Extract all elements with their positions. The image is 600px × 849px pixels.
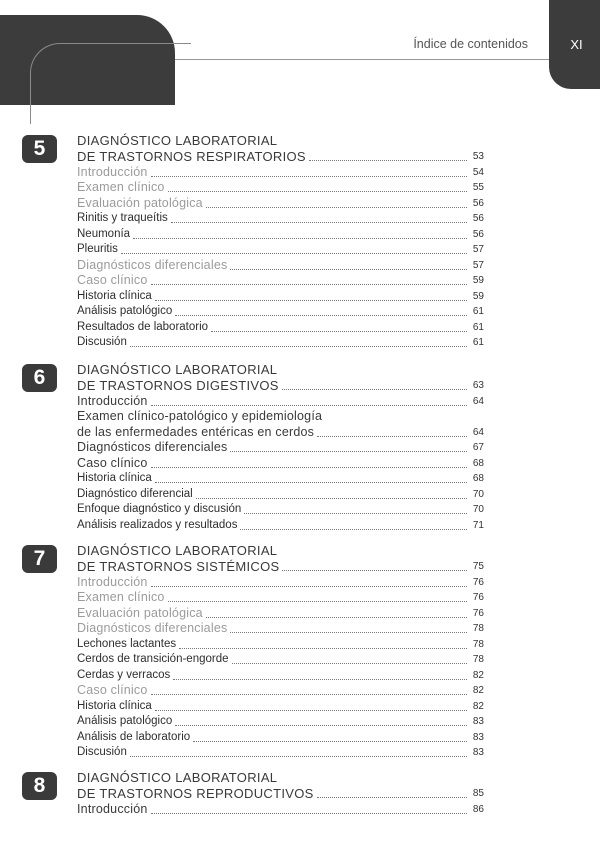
dot-leader [282, 570, 467, 571]
dot-leader [151, 586, 468, 587]
toc-entry[interactable] [77, 440, 484, 455]
entry-label: Introducción [77, 164, 148, 179]
dot-leader [240, 529, 467, 530]
entry-page-number: 54 [472, 166, 484, 178]
entry-label: Lechones lactantes [77, 637, 177, 650]
dot-leader [168, 191, 467, 192]
dot-leader [151, 284, 468, 285]
chapter-number-badge: 7 [22, 545, 57, 573]
toc-entry[interactable] [77, 289, 484, 304]
entry-page-number: 61 [472, 306, 484, 317]
toc-entry[interactable] [77, 304, 484, 319]
dot-leader [230, 269, 467, 270]
entry-page-number: 78 [472, 654, 484, 665]
dot-leader [211, 331, 467, 332]
entry-label: Diagnósticos diferenciales [77, 257, 228, 272]
entry-label: Caso clínico [77, 683, 148, 697]
entry-label: Discusión [77, 746, 127, 758]
dot-leader [151, 813, 468, 814]
chapter-title-entry[interactable] [77, 378, 484, 393]
entry-label: Análisis realizados y resultados [77, 518, 238, 531]
entry-page-number: 64 [472, 426, 484, 438]
entry-label: Evaluación patológica [77, 195, 203, 210]
dot-leader [282, 389, 467, 390]
dot-leader [230, 632, 467, 633]
chapter-title-line1: DIAGNÓSTICO LABORATORIAL [77, 770, 278, 785]
chapter-title-entry[interactable] [77, 149, 484, 164]
toc-entry[interactable] [77, 730, 484, 745]
entry-page-number: 78 [472, 638, 484, 650]
entry-page-number: 59 [472, 290, 484, 302]
entry-page-number: 55 [472, 182, 484, 193]
toc-entry[interactable] [77, 180, 484, 195]
dot-leader [230, 451, 467, 452]
entry-label: Caso clínico [77, 273, 148, 287]
entry-page-number: 56 [472, 228, 484, 240]
entry-label: Análisis de laboratorio [77, 730, 191, 743]
chapter-number-badge: 8 [22, 772, 57, 800]
toc-entry[interactable] [77, 699, 484, 714]
entry-label: DE TRASTORNOS REPRODUCTIVOS [77, 785, 314, 801]
entry-page-number: 61 [472, 337, 484, 348]
dot-leader [130, 346, 467, 347]
chapter-number-badge: 5 [22, 135, 57, 163]
entry-page-number: 83 [472, 716, 484, 727]
entry-label: DE TRASTORNOS RESPIRATORIOS [77, 148, 306, 164]
entry-label: Cerdas y verracos [77, 668, 171, 681]
toc-entry[interactable] [77, 668, 484, 683]
toc-entry[interactable] [77, 606, 484, 621]
dot-leader [317, 797, 467, 798]
entry-label: Examen clínico [77, 180, 165, 194]
dot-leader [121, 253, 467, 254]
dot-leader [175, 725, 467, 726]
entry-page-number: 71 [472, 519, 484, 531]
dot-leader [171, 222, 467, 223]
dot-leader [309, 160, 467, 161]
entry-label: Pleuritis [77, 243, 118, 255]
entry-label: Enfoque diagnóstico y discusión [77, 503, 242, 515]
chapter-title-line1: DIAGNÓSTICO LABORATORIAL [77, 133, 278, 148]
toc-entry[interactable] [77, 456, 484, 471]
toc-entry[interactable] [77, 425, 484, 440]
toc-entry[interactable] [77, 394, 484, 409]
dot-leader [244, 513, 467, 514]
dot-leader [151, 694, 468, 695]
toc-entry[interactable] [77, 487, 484, 502]
entry-page-number: 76 [472, 592, 484, 603]
chapter-title-line1: DIAGNÓSTICO LABORATORIAL [77, 362, 278, 377]
entry-label: Caso clínico [77, 455, 148, 470]
entry-page-number: 57 [472, 259, 484, 271]
dot-leader [155, 482, 467, 483]
entry-page-number: 68 [472, 473, 484, 484]
entry-page-number: 67 [472, 442, 484, 453]
entry-page-number: 83 [472, 747, 484, 758]
dot-leader [206, 617, 467, 618]
entry-page-number: 76 [472, 576, 484, 588]
toc-entry[interactable] [77, 335, 484, 350]
toc-entry[interactable] [77, 165, 484, 180]
entry-label: DE TRASTORNOS DIGESTIVOS [77, 377, 279, 393]
entry-page-number: 76 [472, 607, 484, 619]
entry-page-number: 57 [472, 244, 484, 255]
chapter-title-line1: DIAGNÓSTICO LABORATORIAL [77, 543, 278, 558]
entry-page-number: 59 [472, 275, 484, 286]
entry-page-number: 83 [472, 731, 484, 743]
dot-leader [130, 756, 467, 757]
entry-label: Examen clínico [77, 590, 165, 604]
entry-page-number: 82 [472, 669, 484, 681]
entry-label: Introducción [77, 801, 148, 816]
entry-label: Historia clínica [77, 472, 152, 484]
chapter-title-entry[interactable] [77, 559, 484, 574]
dot-leader [155, 300, 467, 301]
entry-label: Análisis patológico [77, 715, 173, 727]
toc-entry[interactable] [77, 714, 484, 729]
toc-entry[interactable] [77, 621, 484, 636]
page-number: XI [570, 37, 583, 52]
dot-leader [317, 436, 467, 437]
toc-entry[interactable] [77, 802, 484, 817]
entry-page-number: 53 [472, 150, 484, 162]
dot-leader [151, 405, 468, 406]
entry-page-number: 70 [472, 504, 484, 515]
toc-entry[interactable] [77, 745, 484, 760]
entry-label: Neumonía [77, 227, 131, 240]
entry-label: Historia clínica [77, 699, 152, 712]
entry-page-number: 82 [472, 685, 484, 696]
dot-leader [179, 648, 467, 649]
entry-page-number: 61 [472, 321, 484, 333]
toc-entry[interactable] [77, 471, 484, 486]
toc-entry[interactable] [77, 258, 484, 273]
chapter-number-badge: 6 [22, 364, 57, 392]
entry-label: Discusión [77, 336, 127, 348]
entry-label: Diagnóstico diferencial [77, 487, 193, 500]
dot-leader [193, 741, 467, 742]
entry-label: Diagnósticos diferenciales [77, 621, 228, 635]
dot-leader [206, 207, 467, 208]
toc-entry[interactable] [77, 652, 484, 667]
toc-entry[interactable] [77, 683, 484, 698]
toc-entry[interactable] [77, 227, 484, 242]
entry-label: Cerdos de transición-engorde [77, 653, 229, 665]
entry-label: Resultados de laboratorio [77, 320, 209, 333]
header-rule [175, 59, 550, 60]
toc-entry[interactable] [77, 242, 484, 257]
entry-page-number: 86 [472, 803, 484, 815]
entry-label: Introducción [77, 393, 148, 408]
entry-page-number: 85 [472, 787, 484, 799]
toc-entry[interactable] [77, 211, 484, 226]
toc-entry[interactable] [77, 637, 484, 652]
dot-leader [151, 467, 468, 468]
entry-page-number: 63 [472, 379, 484, 391]
entry-label: Evaluación patológica [77, 605, 203, 620]
entry-page-number: 70 [472, 488, 484, 500]
dot-leader [155, 710, 467, 711]
running-header-title: Índice de contenidos [413, 37, 528, 51]
dot-leader [175, 315, 467, 316]
toc-entry[interactable] [77, 575, 484, 590]
toc-entry-line1: Examen clínico-patológico y epidemiología [77, 409, 323, 423]
chapter-title-entry[interactable] [77, 786, 484, 801]
toc-entry[interactable] [77, 590, 484, 605]
dot-leader [133, 238, 467, 239]
dot-leader [232, 663, 467, 664]
entry-page-number: 68 [472, 457, 484, 469]
entry-page-number: 82 [472, 700, 484, 712]
toc-entry[interactable] [77, 273, 484, 288]
entry-page-number: 56 [472, 197, 484, 209]
entry-label: de las enfermedades entéricas en cerdos [77, 424, 315, 439]
entry-label: Introducción [77, 574, 148, 589]
toc-entry[interactable] [77, 502, 484, 517]
entry-label: Historia clínica [77, 289, 152, 302]
toc-entry[interactable] [77, 196, 484, 211]
entry-label: Análisis patológico [77, 305, 173, 317]
dot-leader [196, 498, 467, 499]
entry-label: DE TRASTORNOS SISTÉMICOS [77, 558, 280, 574]
dot-leader [151, 176, 468, 177]
entry-label: Diagnósticos diferenciales [77, 440, 228, 454]
entry-page-number: 75 [472, 560, 484, 572]
toc-entry[interactable] [77, 320, 484, 335]
corner-decoration [0, 15, 175, 105]
dot-leader [168, 601, 467, 602]
toc-entry[interactable] [77, 518, 484, 533]
entry-page-number: 64 [472, 395, 484, 407]
entry-label: Rinitis y traqueítis [77, 212, 168, 224]
entry-page-number: 78 [472, 623, 484, 634]
entry-page-number: 56 [472, 213, 484, 224]
dot-leader [173, 679, 467, 680]
